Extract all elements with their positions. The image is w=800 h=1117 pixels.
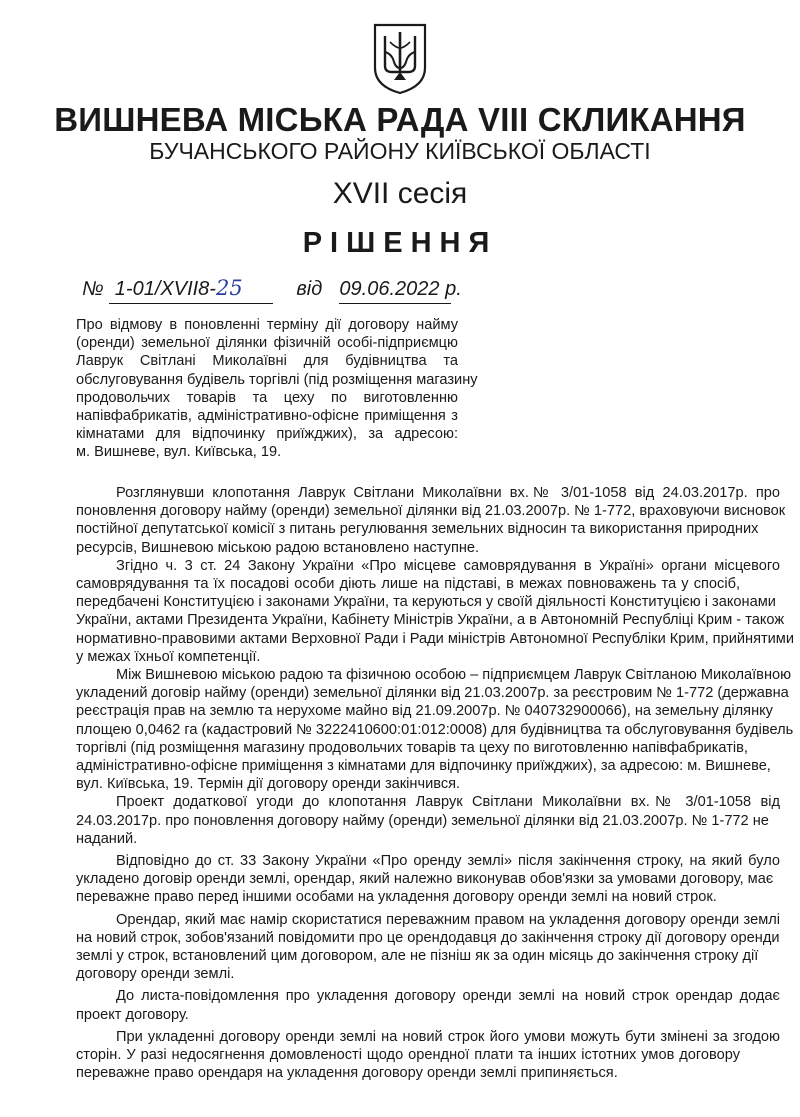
paragraph [76,484,786,557]
paragraph-line: договору оренди землі. [76,966,235,983]
subject-line: кімнатами для відпочинку приїжджих), за адресою: [76,426,458,443]
paragraph-line: проект договору. [76,1006,189,1023]
decision-number: 1-01/XVII8- [114,278,216,300]
paragraph-line: реєстрація прав на землю та нерухоме майно від 21.09.2007р. № 040732900066), на земельну ділянку [76,703,773,720]
paragraph-line: Відповідно до ст. 33 Закону України «Про оренду землі» після закінчення строку, на який було [116,853,780,870]
paragraph-line: переважне право перед іншими особами на укладення договору оренди землі на новий строк. [76,889,717,906]
council-name: ВИШНЕВА МІСЬКА РАДА VIII СКЛИКАННЯ [54,101,746,138]
paragraph-line: ресурсів, Вишневою міською радою встановлено наступне. [76,539,480,556]
paragraph-line: вул. Київська, 19. Термін дії договору оренди закінчився. [76,776,461,793]
paragraph-line: поновлення договору найму (оренди) земельної ділянки від 21.03.2007р. № 1-772, враховуючи висновок [76,503,786,520]
paragraph [76,666,794,793]
paragraph-line: укладено договір оренди землі, орендар, який належно виконував обов'язки за умовами договору, має [76,871,774,888]
handwritten-number: 25 [215,276,243,300]
paragraph-line: у межах їхньої компетенції. [76,648,261,665]
decision-title: РІШЕННЯ [302,227,498,259]
subject-line: (оренди) земельної ділянки фізичній особі-підприємцю [76,335,458,352]
subject-line: продовольчих товарів та цеху по виготовленню [76,389,458,406]
paragraph [76,987,780,1023]
paragraph-line: самоврядування та їх посадові особи діють лише на підставі, в межах повноважень та у спосіб, [76,576,740,593]
paragraph-line: торгівлі (під розміщення магазину продовольчих товарів та цеху по виготовленню напівфабрикатів, [76,739,748,756]
subject-line: напівфабрикатів, адміністративно-офісне приміщення з [76,408,458,425]
district-name: БУЧАНСЬКОГО РАЙОНУ КИЇВСЬКОЇ ОБЛАСТІ [149,138,651,164]
paragraph-line: передбачені Конституцією і законами України, та керуються у своїй діяльності Конституцією і законами [76,594,776,611]
decision-body [76,484,794,1083]
decision-subject [76,316,478,462]
paragraph-line: площею 0,0462 га (кадастровий № 3222410600:01:012:0008) для будівництва та обслуговування будівель [76,721,794,738]
paragraph-line: наданий. [76,830,138,847]
paragraph-line: сторін. У разі недосягнення домовленості щодо орендної плати та інших істотних умов договору [76,1047,740,1064]
number-sign: № [82,278,104,300]
paragraph [76,852,780,907]
paragraph-line: на новий строк, зобов'язаний повідомити про це орендодавця до закінчення строку дії договору оренди [76,929,780,946]
paragraph [76,793,780,848]
decision-number-field [109,274,273,304]
subject-line: м. Вишневе, вул. Київська, 19. [76,444,282,461]
paragraph-line: Проект додаткової угоди до клопотання Лаврук Світлани Миколаївни вх.№ 3/01-1058 від [116,794,780,811]
paragraph-line: До листа-повідомлення про укладення договору оренди землі на новий строк орендар додає [116,988,780,1005]
coat-of-arms-icon [372,22,428,96]
date-prefix: від [296,278,323,300]
decision-number-line [82,274,462,302]
paragraph-line: укладений договір найму (оренди) земельної ділянки від 21.03.2007р. за реєстровим № 1-772 (державна [76,685,789,702]
paragraph-line: При укладенні договору оренди землі на новий строк його умови можуть бути змінені за згодою [116,1028,780,1045]
paragraph [76,557,794,666]
subject-line: Про відмову в поновленні терміну дії договору найму [76,317,458,333]
paragraph [76,911,780,984]
paragraph-line: постійної депутатської комісії з питань регулювання земельних відносин та використання природних [76,521,759,538]
paragraph-line: Згідно ч. 3 ст. 24 Закону України «Про місцеве самоврядування в Україні» органи місцевого [116,557,780,574]
paragraph-line: нормативно-правовими актами Верховної Ради і Ради міністрів Автономної Республіки Крим, прийнятими [76,630,794,647]
session-title: XVII сесія [332,177,468,210]
paragraph-line: Розглянувши клопотання Лаврук Світлани Миколаївни вх.№ 3/01-1058 від 24.03.2017р. про [116,485,780,501]
paragraph-line: України, актами Президента України, Кабінету Міністрів України, а в Автономній Республіці Крим - також [76,612,785,629]
subject-line: обслуговування будівель торгівлі (під розміщення магазину [76,371,478,388]
paragraph-line: землі у строк, встановлений цим договором, але не пізніш як за один місяць до закінчення строку дії [76,948,759,965]
decision-date: 09.06.2022 р. [339,275,451,304]
paragraph-line: 24.03.2017р. про поновлення договору найму (оренди) земельної ділянки від 21.03.2007р. № 1-772 не [76,812,769,829]
paragraph-line: Орендар, який має намір скористатися переважним правом на укладення договору оренди землі [116,911,780,928]
paragraph [76,1028,780,1083]
paragraph-line: Між Вишневою міською радою та фізичною особою – підприємцем Лаврук Світланою Миколаївною [116,667,792,684]
subject-line: Лаврук Світлані Миколаївні для будівництва та [76,353,458,370]
paragraph-line: адміністративно-офісне приміщення з кімнатами для відпочинку приїжджих), за адресою: м. Вишневе, [76,758,771,775]
paragraph-line: переважне право орендаря на укладення договору оренди землі припиняється. [76,1065,618,1082]
